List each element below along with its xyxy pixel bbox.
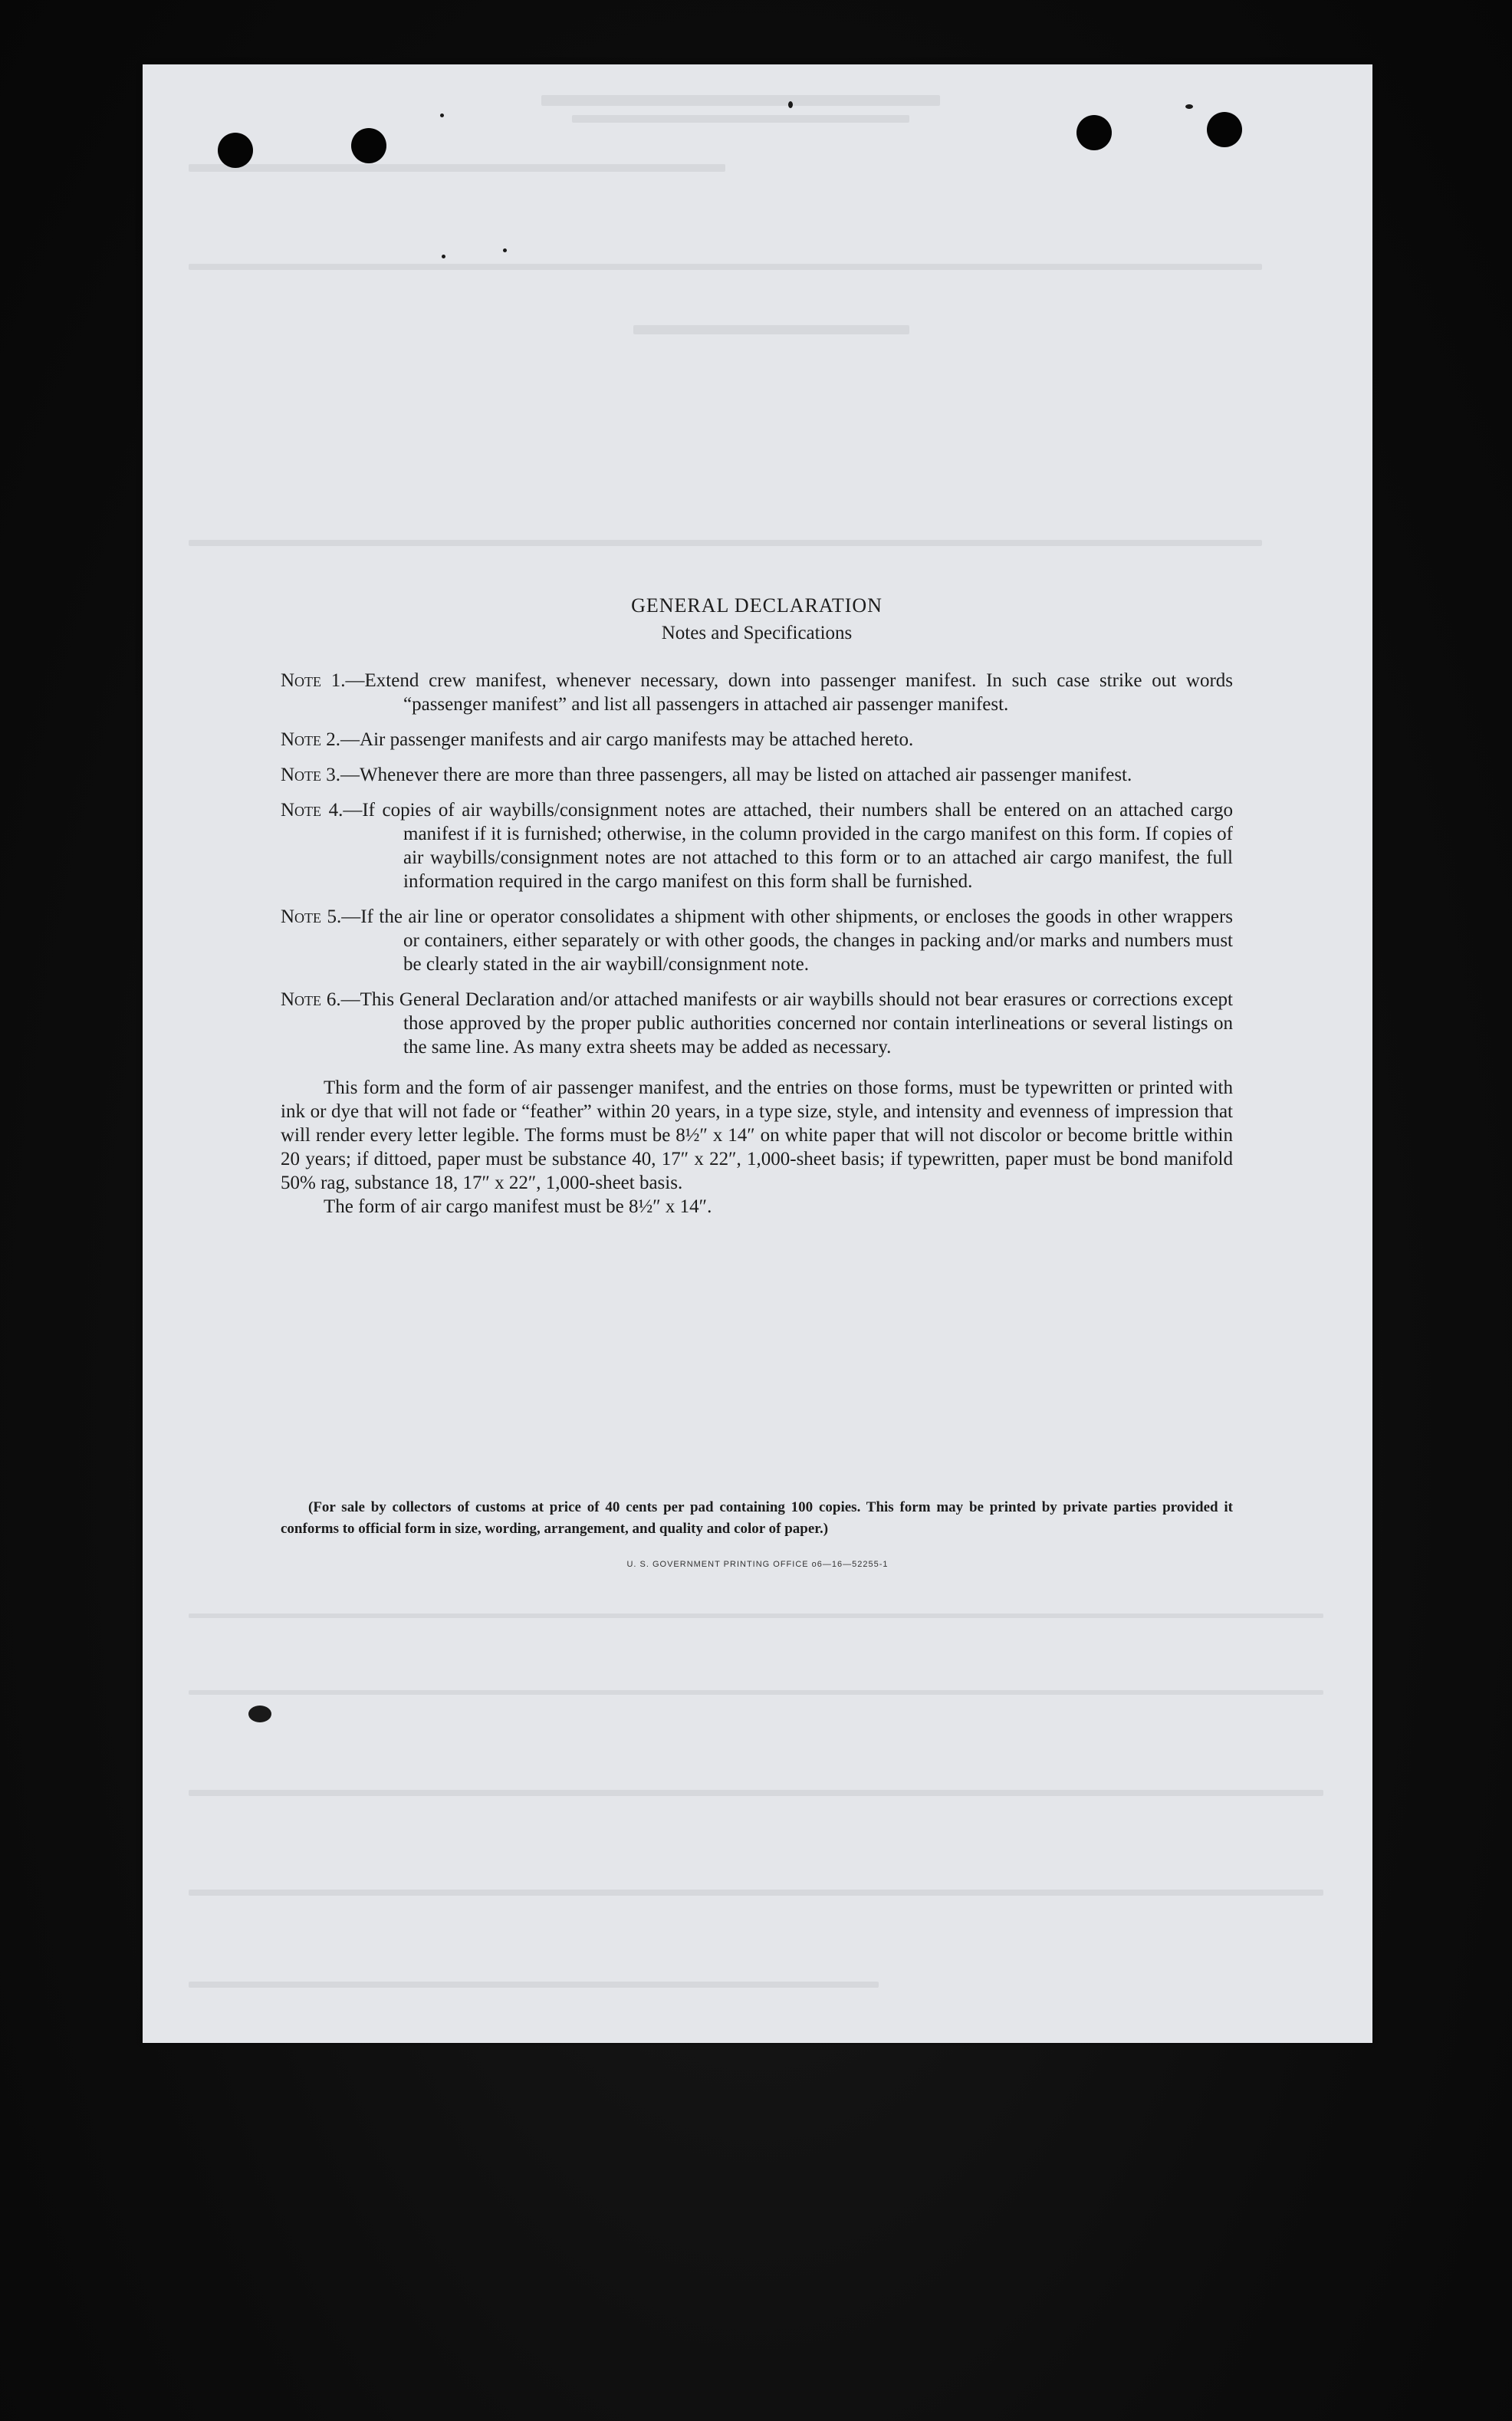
note-label: Note 1. xyxy=(281,670,346,691)
ink-speck xyxy=(248,1706,271,1722)
form-requirements-paragraph: This form and the form of air passenger manifest, and the entries on those forms, must be typewritten or printed with ink or dye that will not fade or “feather” within 20 years, in a type size, style, and intensity and evenness of impression that will render every letter legible. The forms must be 8½″ x 14″ on white paper that will not discolor or become brittle within 20 years; if dittoed, paper must be substance 40, 17″ x 22″, 1,000-sheet basis; if typewritten, paper must be bond manifold 50% rag, substance 18, 17″ x 22″, 1,000-sheet basis. xyxy=(281,1077,1233,1193)
document-title: GENERAL DECLARATION xyxy=(631,594,883,617)
punch-hole-left-1 xyxy=(218,133,253,168)
document-page xyxy=(143,64,1372,2043)
punch-hole-right-2 xyxy=(1207,112,1242,147)
note-5 xyxy=(281,905,1233,976)
cargo-manifest-size-paragraph: The form of air cargo manifest must be 8½″ x 14″. xyxy=(324,1196,712,1217)
note-2 xyxy=(281,728,1233,752)
punch-hole-right-1 xyxy=(1076,115,1112,150)
note-label: Note 6. xyxy=(281,989,341,1010)
note-text: —Air passenger manifests and air cargo manifests may be attached hereto. xyxy=(340,729,914,750)
note-6 xyxy=(281,988,1233,1059)
sale-notice: (For sale by collectors of customs at price of 40 cents per pad containing 100 copies. This form may be printed by private parties provided it conforms to official form in size, wording, arrangement, and quality and color of paper.) xyxy=(281,1499,1233,1537)
ink-speck xyxy=(440,113,444,117)
declaration-notes xyxy=(281,592,1233,1219)
note-text: —This General Declaration and/or attached manifests or air waybills should not bear erasures or corrections except those approved by the proper public authorities concerned nor contain interlineations or several listings on the same line. As many extra sheets may be added as necessary. xyxy=(340,989,1233,1058)
printer-imprint: U. S. GOVERNMENT PRINTING OFFICE o6—16—52255-1 xyxy=(626,1560,889,1569)
note-text: —If the air line or operator consolidates a shipment with other shipments, or encloses the goods in other wrappers or containers, either separately or with other goods, the changes in packing and/or marks and numbers must be clearly stated in the air waybill/consignment note. xyxy=(341,906,1234,975)
document-subtitle: Notes and Specifications xyxy=(661,623,853,643)
note-label: Note 4. xyxy=(281,800,343,821)
ink-speck xyxy=(788,101,793,108)
ink-speck xyxy=(1185,104,1193,109)
note-label: Note 3. xyxy=(281,765,341,785)
note-3 xyxy=(281,763,1233,787)
note-4 xyxy=(281,798,1233,893)
note-text: —Extend crew manifest, whenever necessary, down into passenger manifest. In such case strike out words “passenger manifest” and list all passengers in attached air passenger manifest. xyxy=(345,670,1234,715)
ink-speck xyxy=(442,255,445,258)
note-label: Note 5. xyxy=(281,906,342,927)
note-1 xyxy=(281,669,1233,716)
note-text: —Whenever there are more than three passengers, all may be listed on attached air passenger manifest. xyxy=(340,765,1132,785)
note-text: —If copies of air waybills/consignment notes are attached, their numbers shall be entered on an attached cargo manifest if it is furnished; otherwise, in the column provided in the cargo manifest on this form. If copies of air waybills/consignment notes are not attached to this form or to an attached air cargo manifest, the full information required in the cargo manifest on this form shall be furnished. xyxy=(343,800,1233,892)
note-label: Note 2. xyxy=(281,729,341,750)
ink-speck xyxy=(503,248,507,252)
punch-hole-left-2 xyxy=(351,128,386,163)
